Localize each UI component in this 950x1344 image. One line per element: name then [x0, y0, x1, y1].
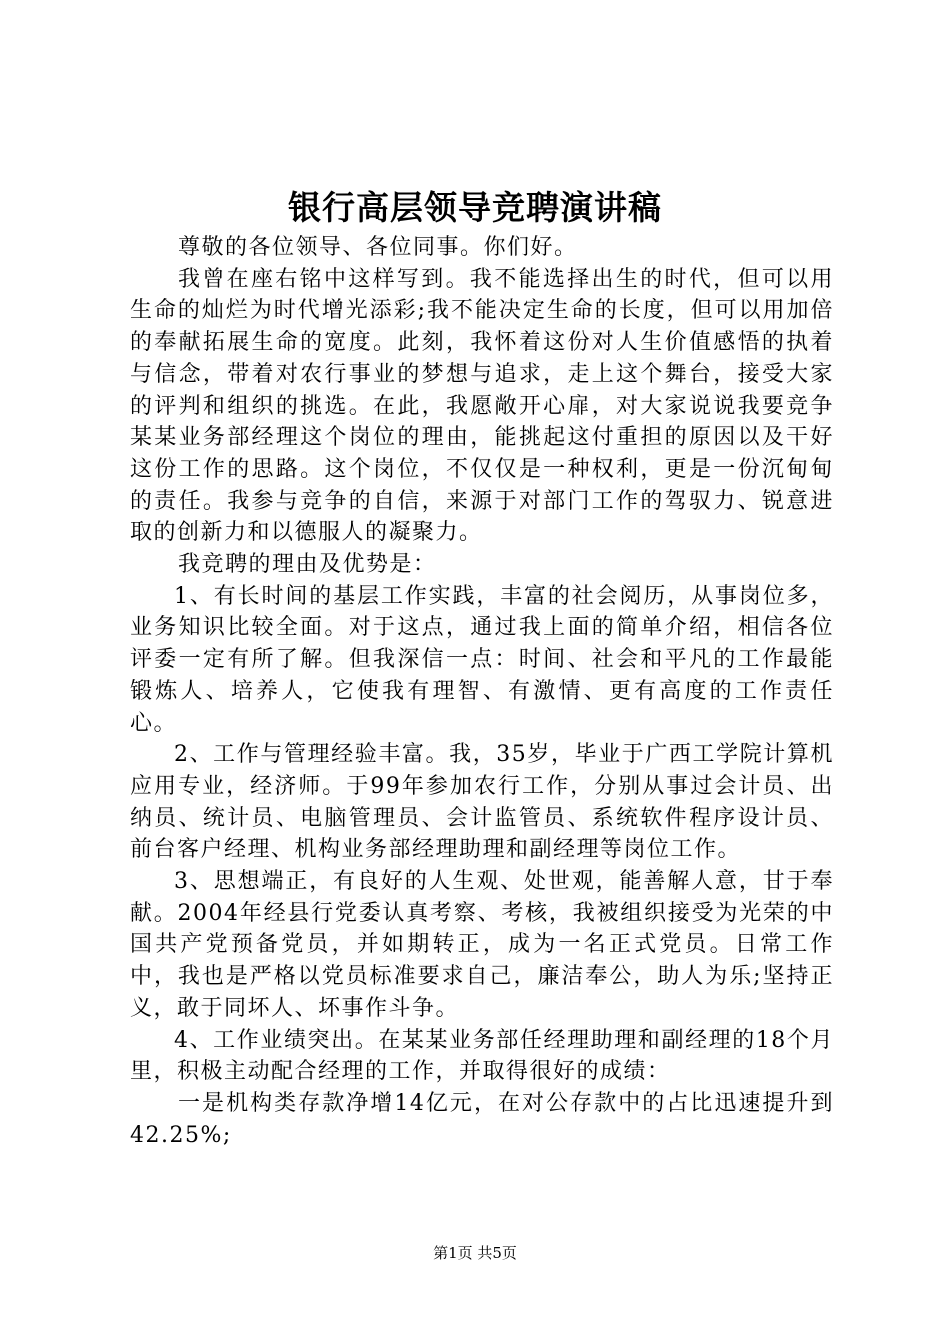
paragraph-reasons-intro: 我竞聘的理由及优势是： [178, 552, 437, 578]
document-title: 银行高层领导竞聘演讲稿 [288, 188, 662, 227]
paragraph-reason-2: 2、工作与管理经验丰富。我，35岁，毕业于广西工学院计算机应用专业，经济师。于99年参加农行工作，分别从事过会计员、出纳员、统计员、电脑管理员、会计监管员、系统软件程序设计员、前台客户经理、机构业务部经理助理和副经理等岗位工作。 [130, 742, 834, 863]
paragraph-greeting: 尊敬的各位领导、各位同事。你们好。 [178, 235, 578, 260]
document-body [130, 232, 834, 1151]
paragraph-motto: 我曾在座右铭中这样写到。我不能选择出生的时代，但可以用生命的灿烂为时代增光添彩;我不能决定生命的长度，但可以用加倍的奉献拓展生命的宽度。此刻，我怀着这份对人生价值感悟的执着与信念，带着对农行事业的梦想与追求，走上这个舞台，接受大家的评判和组织的挑选。在此，我愿敞开心扉，对大家说说我要竞争某某业务部经理这个岗位的理由，能挑起这付重担的原因以及干好这份工作的思路。这个岗位，不仅仅是一种权利，更是一份沉甸甸的责任。我参与竞争的自信，来源于对部门工作的驾驭力、锐意进取的创新力和以德服人的凝聚力。 [130, 266, 834, 546]
paragraph-reason-3: 3、思想端正，有良好的人生观、处世观，能善解人意，甘于奉献。2004年经县行党委认真考察、考核，我被组织接受为光荣的中国共产党预备党员，并如期转正，成为一名正式党员。日常工作中，我也是严格以党员标准要求自己，廉洁奉公，助人为乐;坚持正义，敢于同坏人、坏事作斗争。 [130, 869, 834, 1021]
paragraph-reason-1: 1、有长时间的基层工作实践，丰富的社会阅历，从事岗位多，业务知识比较全面。对于这点，通过我上面的简单介绍，相信各位评委一定有所了解。但我深信一点：时间、社会和平凡的工作最能锻炼人、培养人，它使我有理智、有激情、更有高度的工作责任心。 [130, 583, 834, 736]
paragraph-reason-4: 4、工作业绩突出。在某某业务部任经理助理和副经理的18个月里，积极主动配合经理的工作，并取得很好的成绩： [130, 1027, 834, 1085]
page-number-footer: 第1页 共5页 [433, 1244, 517, 1262]
paragraph-achievement-1: 一是机构类存款净增14亿元，在对公存款中的占比迅速提升到42.25%; [130, 1090, 834, 1148]
